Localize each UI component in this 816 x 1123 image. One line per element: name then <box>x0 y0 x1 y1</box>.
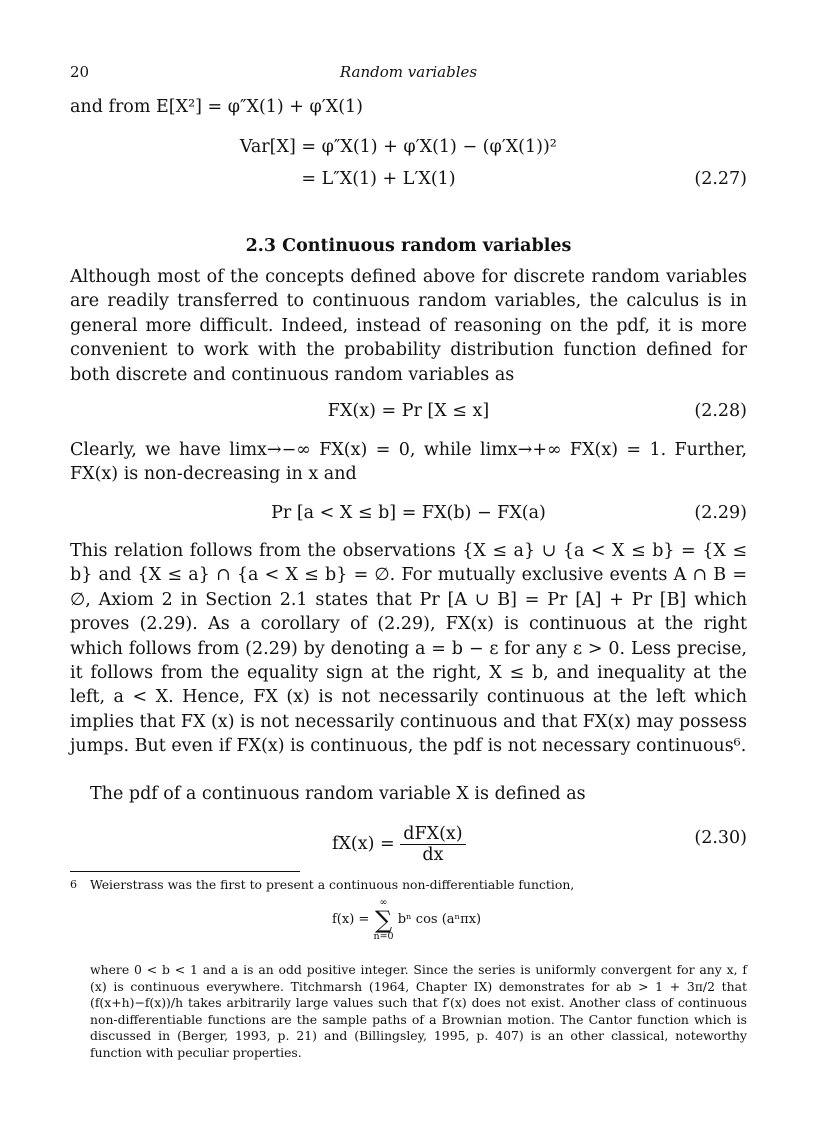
pdf-denominator: dx <box>422 845 444 865</box>
paragraph-1: Although most of the concepts defined above for discrete random variables are readily transferred to continuous random variables, the calculus is in general more difficult. Indeed, instead of reasoning on the pdf, it is more convenient to work with the probability distribution function defined for both discrete and continuous random variables as <box>70 267 747 385</box>
footnote-line-1: Weierstrass was the first to present a continuous non-differentiable function, <box>90 877 575 892</box>
footnote-sum-formula <box>332 898 481 941</box>
variance-rhs-1: φ″X(1) + φ′X(1) − (φ′X(1))² <box>321 137 557 157</box>
variance-lhs-2: = <box>301 169 316 189</box>
equation-2-28 <box>70 401 747 427</box>
variance-equation-line1 <box>238 137 557 157</box>
equation-2-29 <box>70 503 747 529</box>
equation-2-30 <box>70 814 747 864</box>
equation-number-2-29: (2.29) <box>694 503 747 523</box>
variance-equation-line2 <box>238 169 456 189</box>
running-title: Random variables <box>339 63 478 81</box>
equation-number-2-30: (2.30) <box>694 828 747 848</box>
intro-line: and from E[X²] = φ″X(1) + φ′X(1) <box>70 97 363 117</box>
pdf-lhs: fX(x) = <box>332 834 395 854</box>
sum-upper-limit: ∞ <box>379 897 388 908</box>
equation-2-28-body: FX(x) = Pr [X ≤ x] <box>327 401 490 421</box>
sigma-symbol: ∑ <box>374 905 393 934</box>
paragraph-3: This relation follows from the observations {X ≤ a} ∪ {a < X ≤ b} = {X ≤ b} and {X ≤ a} ∩ {a < X ≤ b} = ∅. For mutually exclusive events A ∩ B = ∅, Axiom 2 in Section 2.1 states that Pr [A ∪ B] = Pr [A] + Pr [B] which proves (2.29). As a corollary of (2.29), FX(x) is continuous at the right which follows from (2.29) by denoting a = b − ε for any ε > 0. Less precise, it follows from the equality sign at the right, X ≤ b, and inequality at the left, a < X. Hence, FX (x) is not necessarily continuous at the left which implies that FX (x) is not necessarily continuous and that FX(x) may possess jumps. But even if FX(x) is continuous, the pdf is not necessary continuous⁶. <box>70 541 747 757</box>
pdf-fraction <box>400 824 465 865</box>
equation-2-30-body <box>332 824 466 865</box>
running-header <box>70 63 747 83</box>
sum-lower-limit: n=0 <box>373 930 394 942</box>
variance-lhs: Var[X] = <box>239 137 316 157</box>
variance-rhs-2: L″X(1) + L′X(1) <box>321 169 456 189</box>
equation-number-2-27: (2.27) <box>694 169 747 189</box>
page-number: 20 <box>70 63 90 81</box>
sum-rhs: bⁿ cos (aⁿπx) <box>397 912 482 927</box>
summation-sign <box>373 898 393 941</box>
section-heading: 2.3 Continuous random variables <box>245 236 572 256</box>
footnote-marker: 6 <box>70 878 77 891</box>
pdf-numerator: dFX(x) <box>400 824 465 845</box>
equation-2-29-body: Pr [a < X ≤ b] = FX(b) − FX(a) <box>271 503 546 523</box>
sum-lhs: f(x) = <box>332 912 370 927</box>
footnote-rule <box>70 871 300 872</box>
footnote-body: where 0 < b < 1 and a is an odd positive integer. Since the series is uniformly convergent for any x, f (x) is continuous everywhere. Titchmarsh (1964, Chapter IX) demonstrates for ab > 1 + 3π/2 that (f(x+h)−f(x))/h takes arbitrarily large values such that f′(x) does not exist. Another class of continuous non-differentiable functions are the sample paths of a Brownian motion. The Cantor function which is discussed in (Berger, 1993, p. 21) and (Billingsley, 1995, p. 407) is an other classical, noteworthy function with peculiar properties. <box>90 962 747 1060</box>
paragraph-4: The pdf of a continuous random variable X is defined as <box>90 784 586 804</box>
paragraph-2: Clearly, we have limx→−∞ FX(x) = 0, while limx→+∞ FX(x) = 1. Further, FX(x) is non-decreasing in x and <box>70 440 747 485</box>
equation-number-2-28: (2.28) <box>694 401 747 421</box>
